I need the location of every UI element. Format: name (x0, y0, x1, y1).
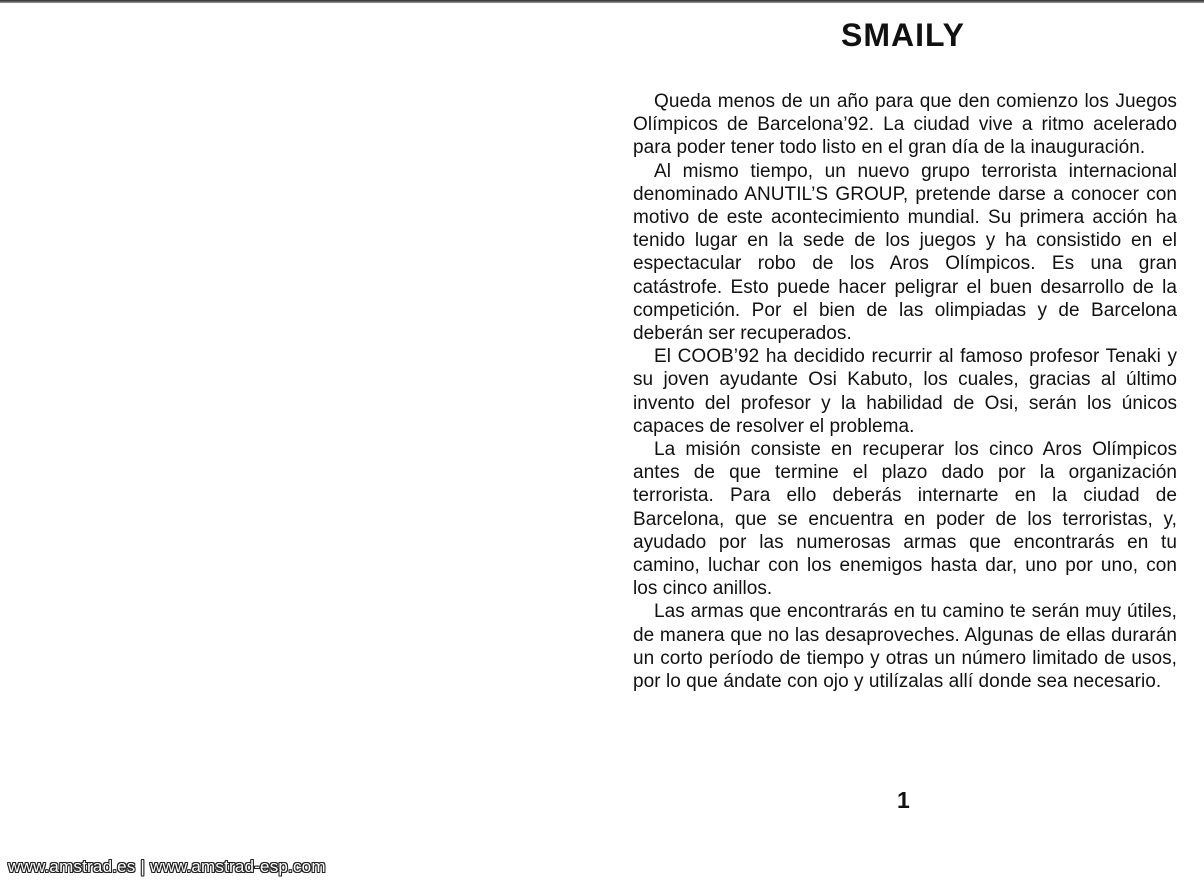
paragraph: Las armas que encontrarás en tu camino te serán muy útiles, de manera que no las desaproveches. Algunas de ellas durarán un corto período de tiempo y otras un número limitado de usos, por lo que ándate con ojo y utilízalas allí donde sea necesario. (633, 601, 1177, 693)
watermark-credit: www.amstrad.es | www.amstrad-esp.com (8, 857, 326, 876)
top-border-line (0, 0, 1204, 3)
paragraph: El COOB’92 ha decidido recurrir al famoso profesor Tenaki y su joven ayudante Osi Kabuto, los cuales, gracias al último invento del profesor y la habilidad de Osi, serán los únicos capaces de resolver el problema. (633, 346, 1177, 437)
paragraph: Queda menos de un año para que den comienzo los Juegos Olímpicos de Barcelona’92. La ciudad vive a ritmo acelerado para poder tener todo listo en el gran día de la inauguración. (633, 91, 1177, 159)
paragraph: La misión consiste en recuperar los cinco Aros Olímpicos antes de que termine el plazo dado por la organización terrorista. Para ello deberás internarte en la ciudad de Barcelona, que se encuentra en poder de los terroristas, y, ayudado por las numerosas armas que encontrarás en tu camino, luchar con los enemigos hasta dar, uno por uno, con los cinco anillos. (633, 439, 1177, 600)
page-number: 1 (897, 787, 910, 813)
paragraph: Al mismo tiempo, un nuevo grupo terrorista internacional denominado ANUTIL’S GROUP, pretende darse a conocer con motivo de este acontecimiento mundial. Su primera acción ha tenido lugar en la sede de los juegos y ha consistido en el espectacular robo de los Aros Olímpicos. Es una gran catástrofe. Esto puede hacer peligrar el buen desarrollo de la competición. Por el bien de las olimpiadas y de Barcelona deberán ser recuperados. (633, 160, 1177, 345)
page-title: SMAILY (841, 17, 965, 53)
body-text (633, 90, 1177, 693)
